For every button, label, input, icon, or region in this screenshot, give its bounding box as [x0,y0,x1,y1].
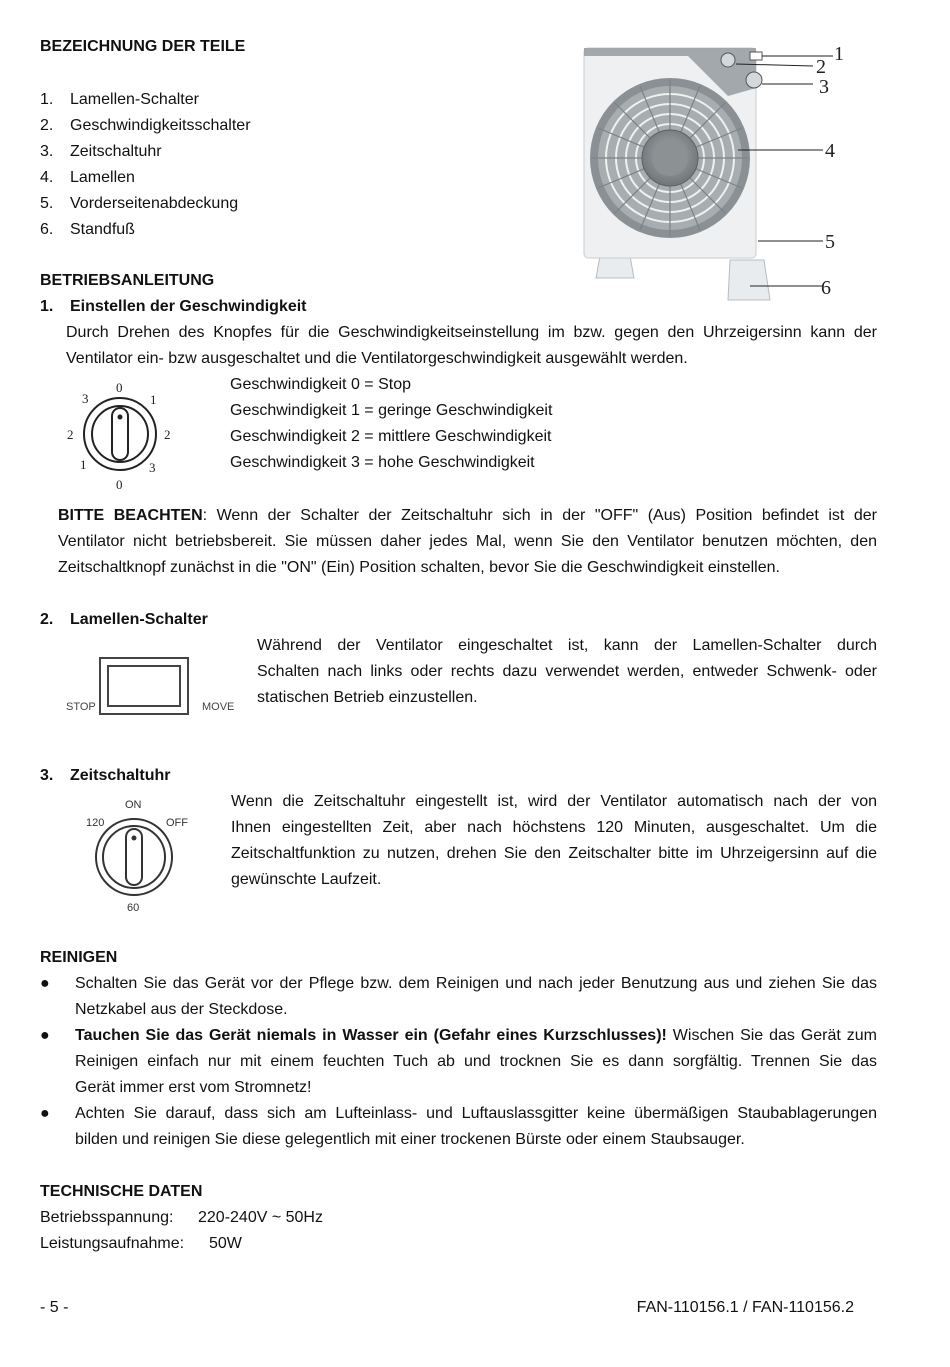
speed-level: Geschwindigkeit 2 = mittlere Geschwindigkeit [230,428,552,445]
fan-illustration [578,38,848,308]
speed-level: Geschwindigkeit 0 = Stop [230,376,411,393]
timer-title: 3. Zeitschaltuhr [40,767,171,784]
list-item: 2. Geschwindigkeitsschalter [40,117,251,134]
speed-title: 1. Einstellen der Geschwindigkeit [40,298,307,315]
cleaning-line: Netzkabel aus der Steckdose. [75,1001,288,1018]
callout-1: 1 [834,43,844,65]
speed-text-line: Ventilator ein- bzw ausgeschaltet und die Ventilatorgeschwindigkeit ausgewählt werden. [66,350,688,367]
svg-text:60: 60 [127,902,140,914]
svg-text:120: 120 [86,817,105,829]
svg-text:0: 0 [116,380,123,395]
list-item: 6. Standfuß [40,221,135,238]
bullet-marker: ● [40,1105,50,1122]
parts-heading: BEZEICHNUNG DER TEILE [40,38,246,55]
louver-title: 2. Lamellen-Schalter [40,611,208,628]
operation-heading: BETRIEBSANLEITUNG [40,272,215,289]
cleaning-line: Reinigen einfach nur mit einem feuchten Tuch ab und trocknen Sie es dann sorgfältig. Trennen Sie das [75,1053,877,1070]
svg-text:2: 2 [67,427,74,442]
note-line: Ventilator nicht betriebsbereit. Sie müssen daher jedes Mal, wenn Sie den Ventilator benutzen möchten, den [58,533,877,550]
svg-text:STOP: STOP [66,701,96,713]
svg-text:3: 3 [82,391,89,406]
louver-text-line: Während der Ventilator eingeschaltet ist, kann der Lamellen-Schalter durch [257,637,877,654]
cleaning-line: Achten Sie darauf, dass sich am Lufteinlass- und Luftauslassgitter keine übermäßigen Staubablagerungen [75,1105,877,1122]
cleaning-line: Tauchen Sie das Gerät niemals in Wasser ein (Gefahr eines Kurzschlusses)! Wischen Sie das Gerät zum [75,1027,878,1044]
svg-text:2: 2 [164,427,171,442]
svg-text:1: 1 [80,457,87,472]
note-line: BITTE BEACHTEN: Wenn der Schalter der Zeitschaltuhr sich in der "OFF" (Aus) Position befindet ist der [58,507,877,524]
speed-level: Geschwindigkeit 3 = hohe Geschwindigkeit [230,454,535,471]
svg-text:MOVE: MOVE [202,701,235,713]
timer-text-line: gewünschte Laufzeit. [231,871,382,888]
bullet-marker: ● [40,1027,50,1044]
timer-text-line: Wenn die Zeitschaltuhr eingestellt ist, wird der Ventilator automatisch nach der von [231,793,877,810]
svg-text:OFF: OFF [166,817,188,829]
list-item: 4. Lamellen [40,169,135,186]
list-item: 1. Lamellen-Schalter [40,91,199,108]
cleaning-line: Gerät immer erst vom Stromnetz! [75,1079,312,1096]
svg-text:1: 1 [150,392,157,407]
speed-level: Geschwindigkeit 1 = geringe Geschwindigkeit [230,402,553,419]
spec-value: 220-240V ~ 50Hz [198,1209,323,1226]
list-item: 5. Vorderseitenabdeckung [40,195,239,212]
spec-value: 50W [209,1235,242,1252]
cleaning-line: Schalten Sie das Gerät vor der Pflege bzw. dem Reinigen und nach jeder Benutzung aus und ziehen Sie das [75,975,877,992]
bullet-marker: ● [40,975,50,992]
speed-text-line: Durch Drehen des Knopfes für die Geschwindigkeitseinstellung im bzw. gegen den Uhrzeigersinn kann der [66,324,877,341]
list-item: 3. Zeitschaltuhr [40,143,162,160]
timer-text-line: Ihnen eingestellten Zeit, aber nach höchstens 120 Minuten, ausgeschaltet. Um die [231,819,877,836]
callout-5: 5 [825,231,835,253]
louver-text-line: statischen Betrieb einzustellen. [257,689,478,706]
timer-text-line: Zeitschaltfunktion zu nutzen, drehen Sie den Zeitschalter bitte im Uhrzeigersinn auf die [231,845,877,862]
note-line: Zeitschaltknopf zunächst in die "ON" (Ein) Position schalten, bevor Sie die Geschwindigkeit einstellen. [58,559,780,576]
spec-label: Leistungsaufnahme: [40,1235,185,1252]
callout-3: 3 [819,76,829,98]
louver-switch-icon [64,654,244,718]
timer-dial-icon [84,795,194,915]
svg-text:3: 3 [149,460,156,475]
cleaning-heading: REINIGEN [40,949,118,966]
callout-2: 2 [816,56,826,78]
svg-text:ON: ON [125,799,142,811]
svg-text:0: 0 [116,477,123,492]
specs-heading: TECHNISCHE DATEN [40,1183,203,1200]
callout-6: 6 [821,277,831,299]
page-number: - 5 - [40,1299,69,1316]
speed-dial-icon [64,378,176,492]
callout-4: 4 [825,140,835,162]
louver-text-line: Schalten nach links oder rechts dazu verwendet werden, entweder Schwenk- oder [257,663,877,680]
spec-label: Betriebsspannung: [40,1209,174,1226]
model-number: FAN-110156.1 / FAN-110156.2 [636,1299,854,1316]
cleaning-line: bilden und reinigen Sie diese gelegentlich mit einer trockenen Bürste oder einem Staubsauger. [75,1131,745,1148]
